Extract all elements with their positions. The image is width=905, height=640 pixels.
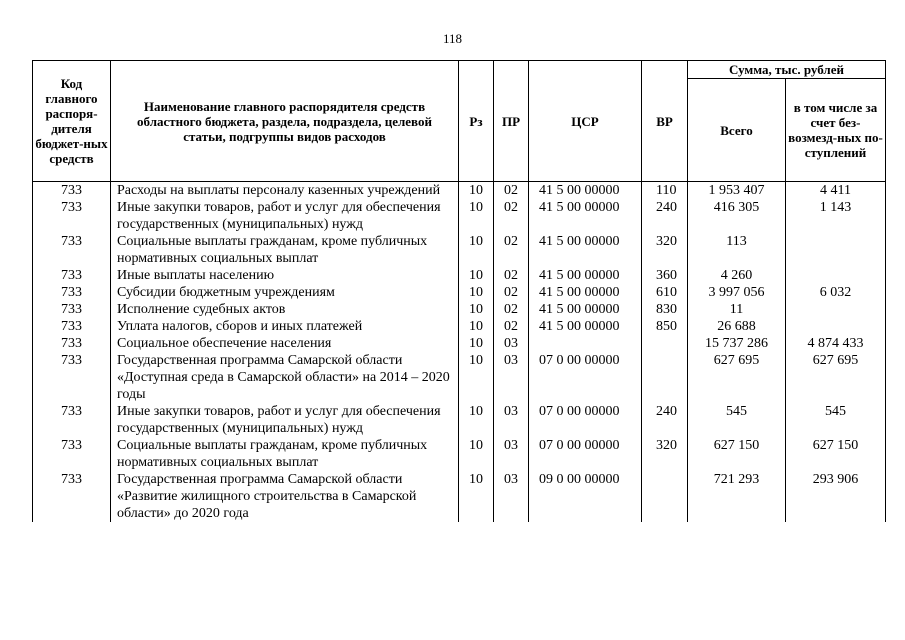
cell-name: Иные выплаты населению [111, 267, 459, 284]
cell-csr: 07 0 00 00000 [529, 403, 642, 437]
header-pr: ПР [494, 61, 529, 182]
cell-code: 733 [33, 335, 111, 352]
cell-total: 11 [688, 301, 786, 318]
cell-incl [786, 233, 886, 267]
cell-total: 1 953 407 [688, 182, 786, 200]
cell-incl: 1 143 [786, 199, 886, 233]
cell-total: 26 688 [688, 318, 786, 335]
cell-code: 733 [33, 471, 111, 522]
table-row [33, 301, 886, 318]
cell-total: 721 293 [688, 471, 786, 522]
cell-pr: 03 [494, 437, 529, 471]
header-csr: ЦСР [529, 61, 642, 182]
cell-incl: 627 695 [786, 352, 886, 403]
cell-total: 3 997 056 [688, 284, 786, 301]
cell-rz: 10 [459, 199, 494, 233]
cell-pr: 03 [494, 352, 529, 403]
cell-pr: 03 [494, 471, 529, 522]
cell-csr: 41 5 00 00000 [529, 301, 642, 318]
cell-total: 627 150 [688, 437, 786, 471]
table-row [33, 318, 886, 335]
table-row [33, 335, 886, 352]
cell-csr: 41 5 00 00000 [529, 318, 642, 335]
cell-csr: 07 0 00 00000 [529, 352, 642, 403]
cell-pr: 03 [494, 403, 529, 437]
cell-vr: 240 [642, 403, 688, 437]
table-row [33, 182, 886, 200]
cell-vr: 830 [642, 301, 688, 318]
cell-name: Уплата налогов, сборов и иных платежей [111, 318, 459, 335]
cell-pr: 02 [494, 233, 529, 267]
header-code: Код главного распоря-дителя бюджет-ных средств [33, 61, 111, 182]
cell-code: 733 [33, 267, 111, 284]
header-vr: ВР [642, 61, 688, 182]
table-row [33, 284, 886, 301]
cell-name: Социальное обеспечение населения [111, 335, 459, 352]
cell-name: Субсидии бюджетным учреждениям [111, 284, 459, 301]
cell-total: 627 695 [688, 352, 786, 403]
cell-pr: 02 [494, 284, 529, 301]
table-row [33, 471, 886, 522]
cell-code: 733 [33, 284, 111, 301]
cell-rz: 10 [459, 284, 494, 301]
cell-incl [786, 318, 886, 335]
table-row [33, 437, 886, 471]
cell-vr [642, 471, 688, 522]
cell-code: 733 [33, 199, 111, 233]
table-row [33, 199, 886, 233]
cell-csr: 41 5 00 00000 [529, 233, 642, 267]
table-row [33, 233, 886, 267]
cell-incl: 293 906 [786, 471, 886, 522]
cell-total: 4 260 [688, 267, 786, 284]
cell-csr: 41 5 00 00000 [529, 182, 642, 200]
cell-pr: 02 [494, 318, 529, 335]
table-row [33, 267, 886, 284]
cell-pr: 02 [494, 199, 529, 233]
table-row [33, 403, 886, 437]
cell-code: 733 [33, 403, 111, 437]
cell-csr: 41 5 00 00000 [529, 284, 642, 301]
cell-name: Социальные выплаты гражданам, кроме публичных нормативных социальных выплат [111, 233, 459, 267]
cell-name: Иные закупки товаров, работ и услуг для обеспечения государственных (муниципальных) нужд [111, 403, 459, 437]
cell-total: 545 [688, 403, 786, 437]
cell-code: 733 [33, 437, 111, 471]
cell-csr [529, 335, 642, 352]
cell-vr: 240 [642, 199, 688, 233]
cell-vr: 360 [642, 267, 688, 284]
budget-table-container [32, 60, 885, 522]
cell-rz: 10 [459, 403, 494, 437]
cell-name: Государственная программа Самарской области «Развитие жилищного строительства в Самарской области» до 2020 года [111, 471, 459, 522]
cell-rz: 10 [459, 352, 494, 403]
cell-vr: 850 [642, 318, 688, 335]
cell-vr: 320 [642, 437, 688, 471]
table-row [33, 352, 886, 403]
cell-name: Расходы на выплаты персоналу казенных учреждений [111, 182, 459, 200]
cell-vr: 320 [642, 233, 688, 267]
cell-pr: 02 [494, 182, 529, 200]
cell-rz: 10 [459, 233, 494, 267]
cell-vr [642, 335, 688, 352]
cell-total: 113 [688, 233, 786, 267]
cell-code: 733 [33, 182, 111, 200]
header-sum-group: Сумма, тыс. рублей [688, 61, 886, 79]
cell-total: 15 737 286 [688, 335, 786, 352]
cell-pr: 03 [494, 335, 529, 352]
cell-vr: 110 [642, 182, 688, 200]
cell-csr: 41 5 00 00000 [529, 267, 642, 284]
cell-pr: 02 [494, 267, 529, 284]
cell-name: Социальные выплаты гражданам, кроме публичных нормативных социальных выплат [111, 437, 459, 471]
cell-rz: 10 [459, 335, 494, 352]
header-rz: Рз [459, 61, 494, 182]
table-body [33, 182, 886, 523]
cell-incl [786, 267, 886, 284]
cell-incl: 627 150 [786, 437, 886, 471]
cell-code: 733 [33, 318, 111, 335]
cell-incl: 4 411 [786, 182, 886, 200]
cell-rz: 10 [459, 301, 494, 318]
cell-name: Иные закупки товаров, работ и услуг для обеспечения государственных (муниципальных) нужд [111, 199, 459, 233]
cell-name: Исполнение судебных актов [111, 301, 459, 318]
cell-code: 733 [33, 352, 111, 403]
cell-name: Государственная программа Самарской области «Доступная среда в Самарской области» на 2014 – 2020 годы [111, 352, 459, 403]
cell-csr: 41 5 00 00000 [529, 199, 642, 233]
cell-vr: 610 [642, 284, 688, 301]
cell-incl: 6 032 [786, 284, 886, 301]
cell-pr: 02 [494, 301, 529, 318]
cell-rz: 10 [459, 267, 494, 284]
header-incl: в том числе за счет без-возмезд-ных по-ступлений [786, 79, 886, 182]
cell-rz: 10 [459, 318, 494, 335]
cell-rz: 10 [459, 437, 494, 471]
cell-rz: 10 [459, 182, 494, 200]
cell-total: 416 305 [688, 199, 786, 233]
cell-csr: 07 0 00 00000 [529, 437, 642, 471]
header-total: Всего [688, 79, 786, 182]
budget-table [32, 60, 886, 522]
cell-incl: 4 874 433 [786, 335, 886, 352]
page-number: 118 [442, 31, 463, 46]
cell-code: 733 [33, 301, 111, 318]
cell-code: 733 [33, 233, 111, 267]
cell-rz: 10 [459, 471, 494, 522]
cell-incl: 545 [786, 403, 886, 437]
cell-csr: 09 0 00 00000 [529, 471, 642, 522]
cell-incl [786, 301, 886, 318]
cell-vr [642, 352, 688, 403]
header-name: Наименование главного распорядителя средств областного бюджета, раздела, подраздела, целевой статьи, подгруппы видов расходов [111, 61, 459, 182]
